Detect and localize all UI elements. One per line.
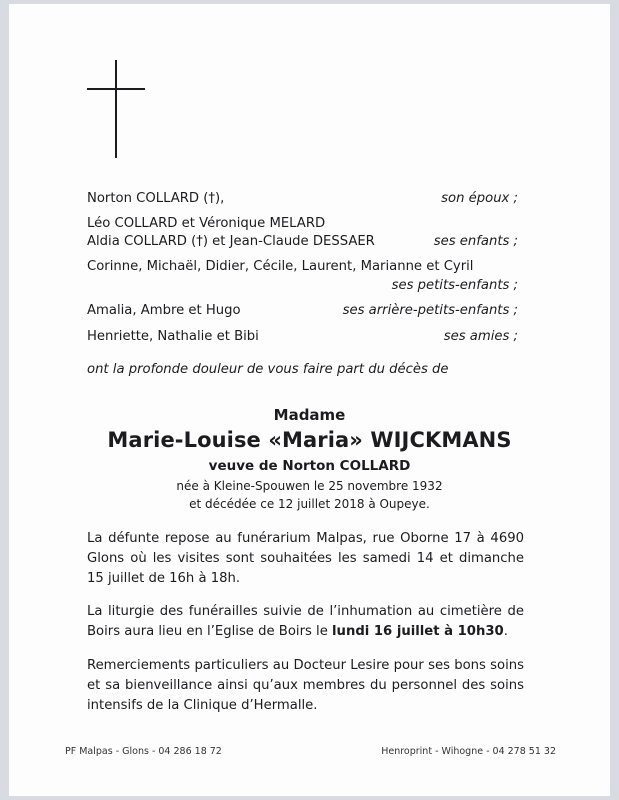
funeral-date: lundi 16 juillet à 10h30 <box>332 624 504 639</box>
liturgy-paragraph <box>87 602 524 642</box>
mourner-names: Léo COLLARD et Véronique MELARD <box>87 216 326 231</box>
thanks-paragraph: Remerciements particuliers au Docteur Lesire pour ses bons soins et sa bienveillance ainsi qu’aux membres du personnel des soins intensifs de la Clinique d’Hermalle. <box>87 658 524 713</box>
mourner-names: Norton COLLARD (†), <box>87 191 225 206</box>
deceased-title: Madame <box>273 406 346 424</box>
cross-icon-bar <box>87 88 145 90</box>
widow-line: veuve de Norton COLLARD <box>208 458 411 474</box>
footer-printer: Henroprint - Wihogne - 04 278 51 32 <box>381 746 556 757</box>
mourner-names: Aldia COLLARD (†) et Jean-Claude DESSAER <box>87 234 375 249</box>
mourner-relation: ses arrière-petits-enfants ; <box>342 303 518 318</box>
cross-icon <box>115 60 117 158</box>
mourner-relation: son époux ; <box>441 191 518 206</box>
death-line: et décédée ce 12 juillet 2018 à Oupeye. <box>189 497 430 511</box>
mourner-names: Corinne, Michaël, Didier, Cécile, Laurent, Marianne et Cyril <box>87 259 474 274</box>
deceased-name: Marie-Louise «Maria» WIJCKMANS <box>107 428 512 452</box>
mourner-names: Henriette, Nathalie et Bibi <box>87 329 259 344</box>
liturgy-end: . <box>503 624 508 639</box>
liturgy-text: La liturgie des funérailles suivie de l’inhumation au cimetière de Boirs aura lieu en l’Eglise de Boirs le <box>87 604 524 639</box>
mourner-relation: ses amies ; <box>443 329 518 344</box>
birth-line: née à Kleine-Spouwen le 25 novembre 1932 <box>176 479 443 493</box>
mourner-relation: ses petits-enfants ; <box>391 278 518 293</box>
mourner-names: Amalia, Ambre et Hugo <box>87 303 241 318</box>
intro-text: ont la profonde douleur de vous faire part du décès de <box>87 362 449 377</box>
mourner-relation: ses enfants ; <box>433 234 518 249</box>
visit-paragraph: La défunte repose au funérarium Malpas, rue Oborne 17 à 4690 Glons où les visites sont souhaitées les samedi 14 et dimanche 15 juillet de 16h à 18h. <box>87 531 524 586</box>
death-notice-card <box>9 4 610 796</box>
footer-funeral-home: PF Malpas - Glons - 04 286 18 72 <box>65 746 222 757</box>
